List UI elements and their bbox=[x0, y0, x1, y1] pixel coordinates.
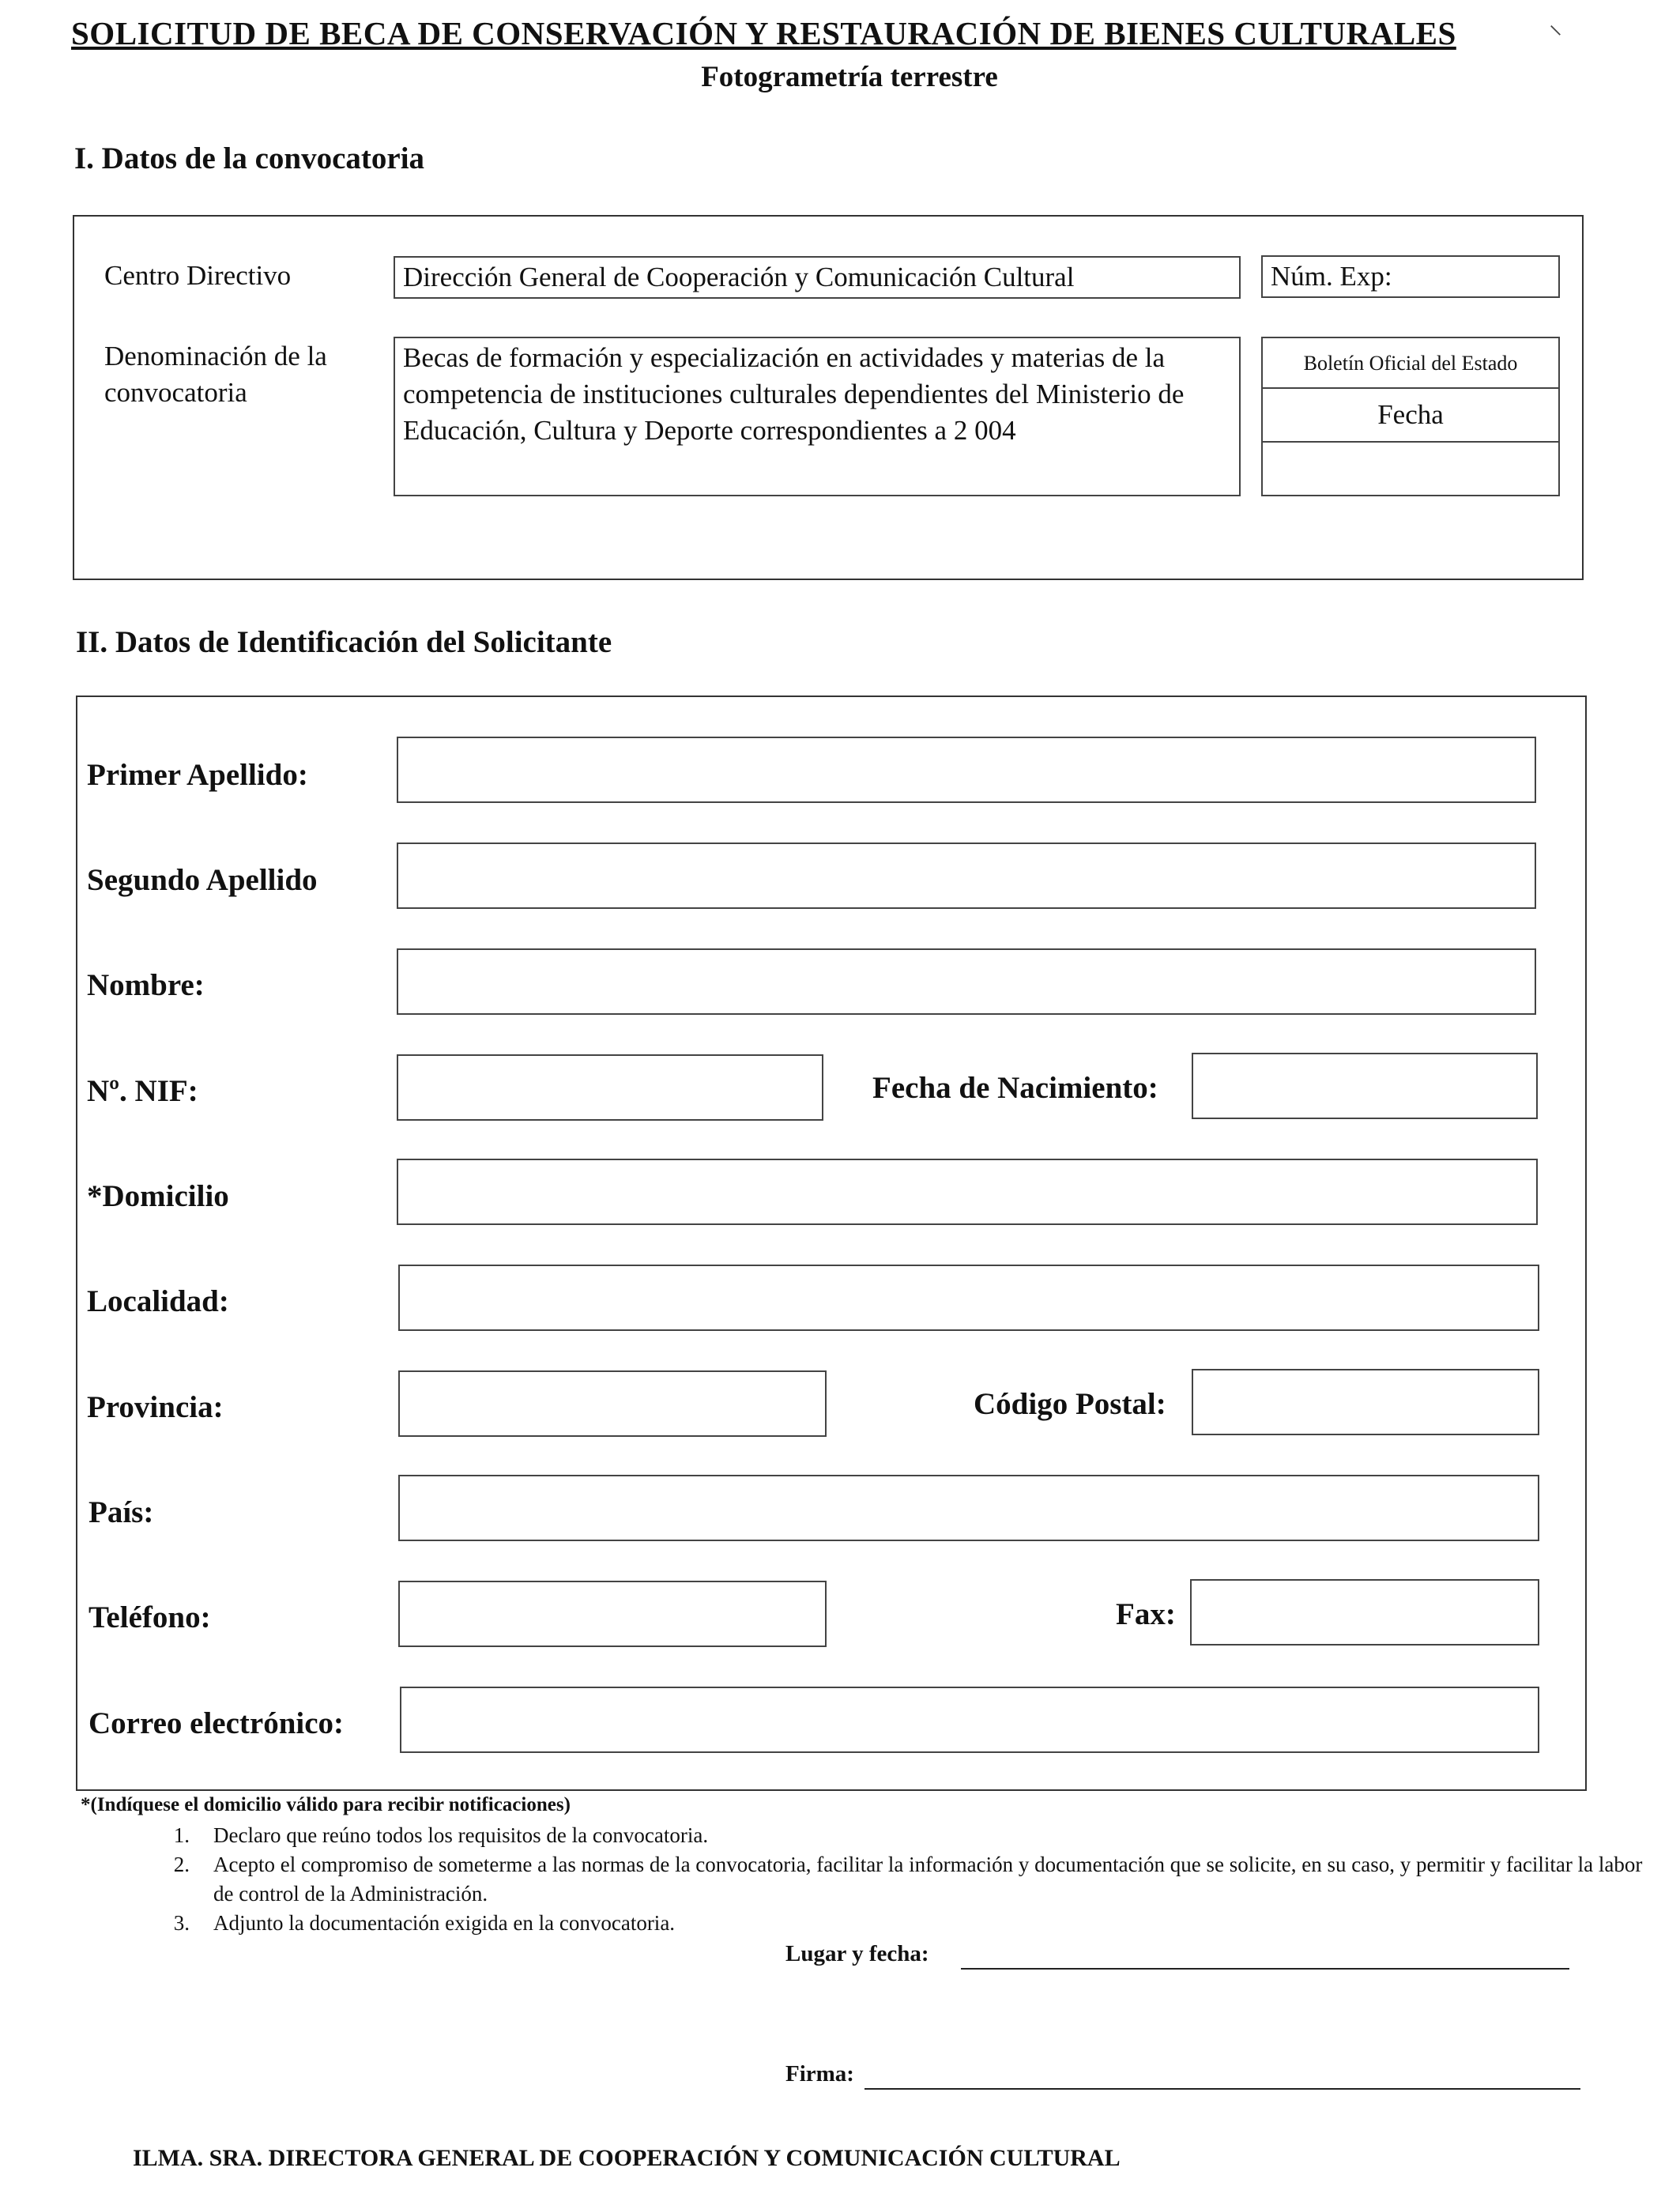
denominacion-value: Becas de formación y especialización en actividades y materias de la competencia de instituciones culturales dependientes del Ministerio de Educación, Cultura y Deporte correspondientes a 2 004 bbox=[403, 342, 1185, 446]
fecha-nacimiento-label: Fecha de Nacimiento: bbox=[872, 1071, 1158, 1105]
fecha-nacimiento-input[interactable] bbox=[1192, 1053, 1538, 1119]
provincia-input[interactable] bbox=[398, 1370, 827, 1437]
correo-input[interactable] bbox=[400, 1687, 1539, 1753]
firma-line[interactable] bbox=[864, 2069, 1580, 2090]
centro-directivo-box bbox=[394, 256, 1241, 299]
form-title: SOLICITUD DE BECA DE CONSERVACIÓN Y RESTAURACIÓN DE BIENES CULTURALES bbox=[71, 15, 1456, 51]
fax-input[interactable] bbox=[1190, 1579, 1539, 1646]
domicilio-label: *Domicilio bbox=[87, 1179, 229, 1213]
denominacion-label: Denominación de la convocatoria bbox=[104, 341, 327, 408]
section-1-title: I. Datos de la convocatoria bbox=[74, 141, 425, 175]
centro-directivo-label: Centro Directivo bbox=[104, 260, 292, 291]
declaration-item bbox=[158, 1821, 1644, 1850]
telefono-label: Teléfono: bbox=[89, 1600, 211, 1634]
declaration-number: 3. bbox=[173, 1911, 190, 1935]
boletin-label: Boletín Oficial del Estado bbox=[1263, 338, 1558, 389]
fax-label: Fax: bbox=[1116, 1597, 1176, 1631]
nif-label: Nº. NIF: bbox=[87, 1074, 198, 1108]
domicilio-note: *(Indíquese el domicilio válido para recibir notificaciones) bbox=[81, 1794, 571, 1815]
declaration-text: Acepto el compromiso de someterme a las normas de la convocatoria, facilitar la información y documentación que se solicite, en su caso, y permitir y facilitar la labor de control de la Administración. bbox=[213, 1853, 1643, 1906]
pais-label: País: bbox=[89, 1495, 154, 1529]
declaration-item bbox=[158, 1909, 1644, 1938]
codigo-postal-label: Código Postal: bbox=[974, 1387, 1166, 1421]
nif-input[interactable] bbox=[397, 1054, 823, 1121]
primer-apellido-label: Primer Apellido: bbox=[87, 758, 308, 792]
primer-apellido-input[interactable] bbox=[397, 737, 1536, 803]
firma-label: Firma: bbox=[785, 2061, 854, 2087]
scan-mark-icon: ⸜ bbox=[1549, 10, 1562, 40]
centro-directivo-value: Dirección General de Cooperación y Comunicación Cultural bbox=[403, 262, 1075, 292]
pais-input[interactable] bbox=[398, 1475, 1539, 1541]
domicilio-input[interactable] bbox=[397, 1159, 1538, 1225]
boletin-fecha-field[interactable] bbox=[1263, 443, 1558, 495]
codigo-postal-input[interactable] bbox=[1192, 1369, 1539, 1435]
denominacion-box bbox=[394, 337, 1241, 496]
num-exp-label: Núm. Exp: bbox=[1271, 261, 1392, 292]
lugar-fecha-line[interactable] bbox=[961, 1951, 1569, 1970]
declaration-text: Adjunto la documentación exigida en la convocatoria. bbox=[213, 1911, 676, 1935]
boletin-fecha-label: Fecha bbox=[1263, 389, 1558, 443]
declaration-number: 2. bbox=[173, 1853, 190, 1876]
declaration-item bbox=[158, 1850, 1644, 1909]
addressee: ILMA. SRA. DIRECTORA GENERAL DE COOPERACIÓN Y COMUNICACIÓN CULTURAL bbox=[133, 2145, 1121, 2171]
correo-label: Correo electrónico: bbox=[89, 1706, 345, 1740]
num-exp-field[interactable] bbox=[1261, 255, 1560, 298]
declaration-number: 1. bbox=[173, 1823, 190, 1847]
telefono-input[interactable] bbox=[398, 1581, 827, 1647]
boletin-box bbox=[1261, 337, 1560, 496]
provincia-label: Provincia: bbox=[87, 1390, 224, 1424]
segundo-apellido-input[interactable] bbox=[397, 843, 1536, 909]
section-2-title: II. Datos de Identificación del Solicitante bbox=[76, 625, 612, 659]
localidad-label: Localidad: bbox=[87, 1284, 229, 1318]
declarations-list bbox=[158, 1821, 1644, 1938]
segundo-apellido-label: Segundo Apellido bbox=[87, 863, 318, 897]
localidad-input[interactable] bbox=[398, 1265, 1539, 1331]
form-subtitle: Fotogrametría terrestre bbox=[701, 61, 998, 93]
nombre-label: Nombre: bbox=[87, 968, 205, 1002]
declaration-text: Declaro que reúno todos los requisitos de la convocatoria. bbox=[213, 1823, 709, 1847]
lugar-fecha-label: Lugar y fecha: bbox=[785, 1941, 929, 1966]
nombre-input[interactable] bbox=[397, 948, 1536, 1015]
